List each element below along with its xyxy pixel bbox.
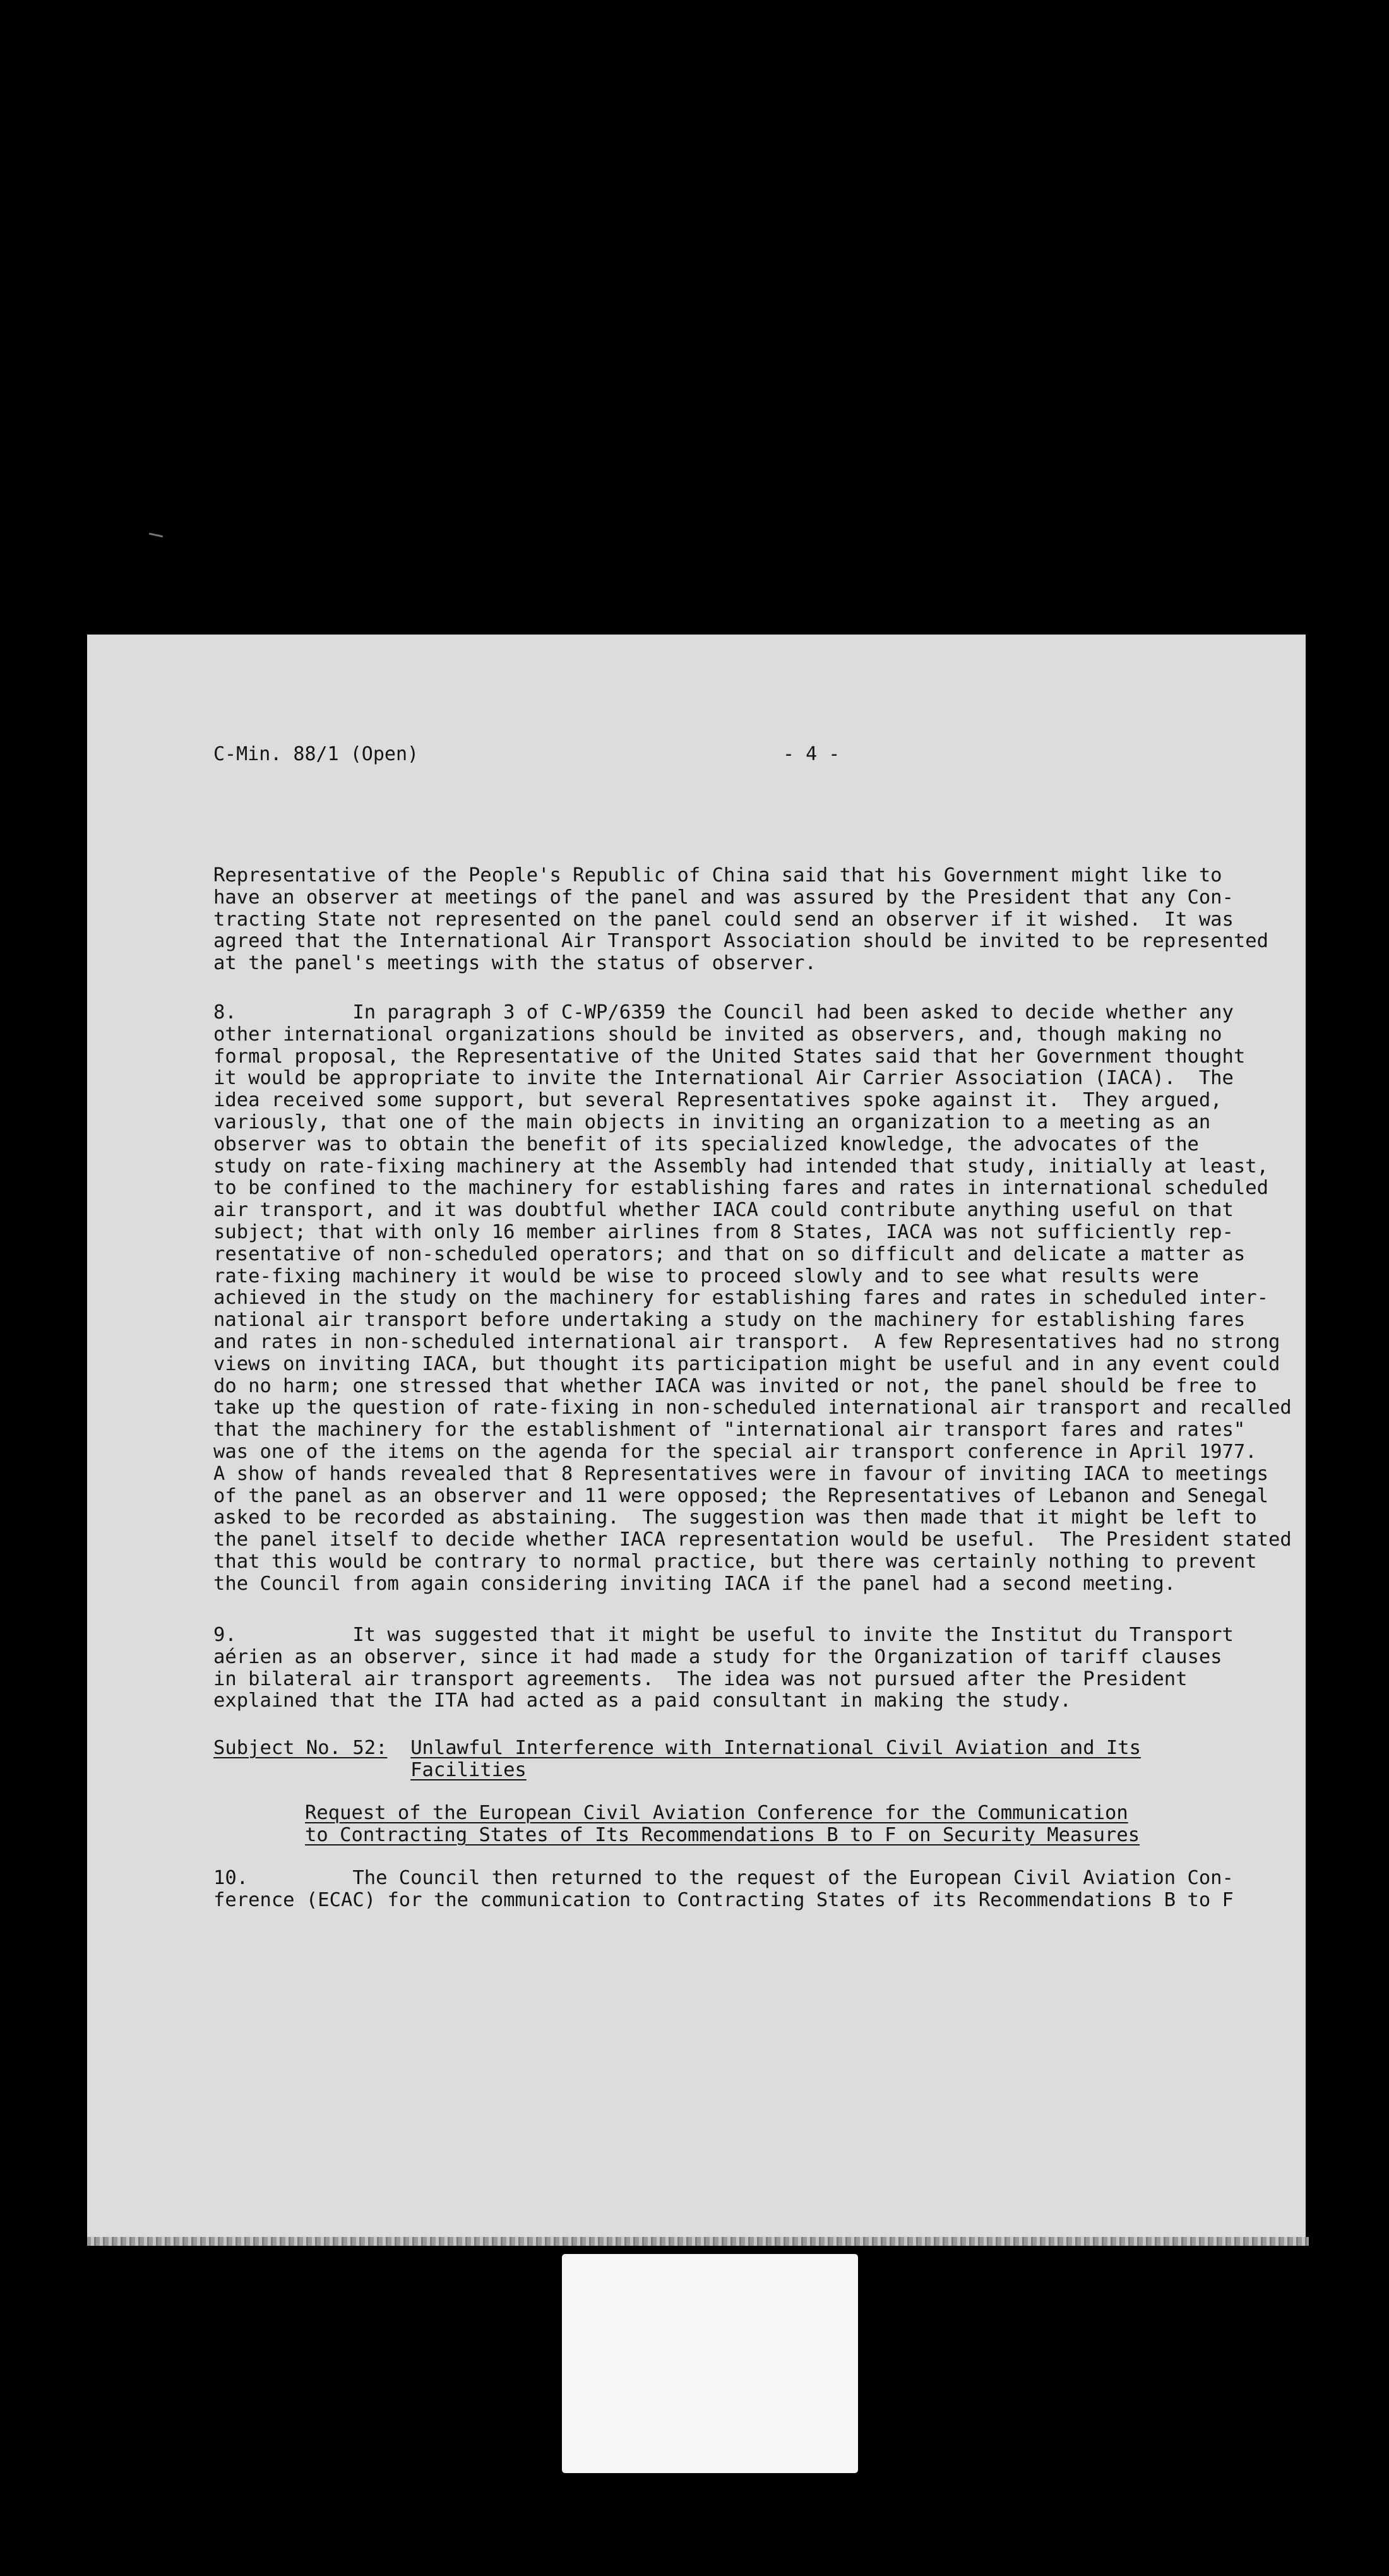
subject-title-line-2: Facilities <box>410 1758 527 1781</box>
paragraph-8: 8. In paragraph 3 of C-WP/6359 the Council had been asked to decide whether any other international organizations should be invited as observers, and, though making no formal proposal, the Representative of the United States said that her Government thought it would be appropriate to invite the International Air Carrier Association (IACA). The idea received some support, but several Representatives spoke against it. They argued, variously, that one of the main objects in inviting an organization to a meeting as an observer was to obtain the benefit of its specialized knowledge, the advocates of the study on rate-fixing machinery at the Assembly had intended that study, initially at least, to be confined to the machinery for establishing fares and rates in international scheduled air transport, and it was doubtful whether IACA could contribute anything useful on that subject; that with only 16 member airlines from 8 States, IACA was not sufficiently rep- resentative of non-scheduled operators; and that on so difficult and delicate a matter as rate-fixing machinery it would be wise to proceed slowly and to see what results were achieved in the study on the machinery for establishing fares and rates in scheduled inter- national air transport before undertaking a study on the machinery for establishing fares and rates in non-scheduled international air transport. A few Representatives had no strong views on inviting IACA, but thought its participation might be useful and in any event could do no harm; one stressed that whether IACA was invited or not, the panel should be free to take up the question of rate-fixing in non-scheduled international air transport and recalled that the machinery for the establishment of "international air transport fares and rates" was one of the items on the agenda for the special air transport conference in April 1977. A show of hands revealed that 8 Representatives were in favour of inviting IACA to meetings of the panel as an observer and 11 were opposed; the Representatives of Lebanon and Senegal asked to be recorded as abstaining. The suggestion was then made that it might be left to the panel itself to decide whether IACA representation would be useful. The President stated that this would be contrary to normal practice, but there was certainly nothing to prevent the Council from again considering inviting IACA if the panel had a second meeting. <box>213 1001 1292 1595</box>
request-heading <box>305 1803 1378 1847</box>
subject-heading <box>213 1738 1287 1782</box>
page-bottom-edge <box>87 2237 1309 2246</box>
document-reference: C-Min. 88/1 (Open) <box>213 743 419 765</box>
subject-title-line-1: Unlawful Interference with International Civil Aviation and Its <box>410 1737 1142 1759</box>
request-heading-line-1: Request of the European Civil Aviation Conference for the Communication <box>305 1802 1128 1824</box>
document-page <box>87 635 1306 2241</box>
paragraph-10: 10. The Council then returned to the request of the European Civil Aviation Con- ference (ECAC) for the communication to Contracting States of its Recommendations B to F <box>213 1867 1234 1911</box>
blank-paper-slip <box>562 2254 858 2473</box>
subject-label: Subject No. 52: <box>213 1737 388 1759</box>
paragraph-9: 9. It was suggested that it might be useful to invite the Institut du Transport aérien as an observer, since it had made a study for the Organization of tariff clauses in bilateral air transport agreements. The idea was not pursued after the President explained that the ITA had acted as a paid consultant in making the study. <box>213 1624 1234 1712</box>
paragraph-continuation: Representative of the People's Republic of China said that his Government might like to have an observer at meetings of the panel and was assured by the President that any Con- tracting State not represented on the panel could send an observer if it wished. It was agreed that the International Air Transport Association should be invited to be represented at the panel's meetings with the status of observer. <box>213 864 1268 975</box>
page-header <box>213 743 1287 768</box>
scan-speck <box>149 533 163 538</box>
request-heading-line-2: to Contracting States of Its Recommendations B to F on Security Measures <box>305 1823 1140 1846</box>
page-number: - 4 - <box>783 743 840 765</box>
